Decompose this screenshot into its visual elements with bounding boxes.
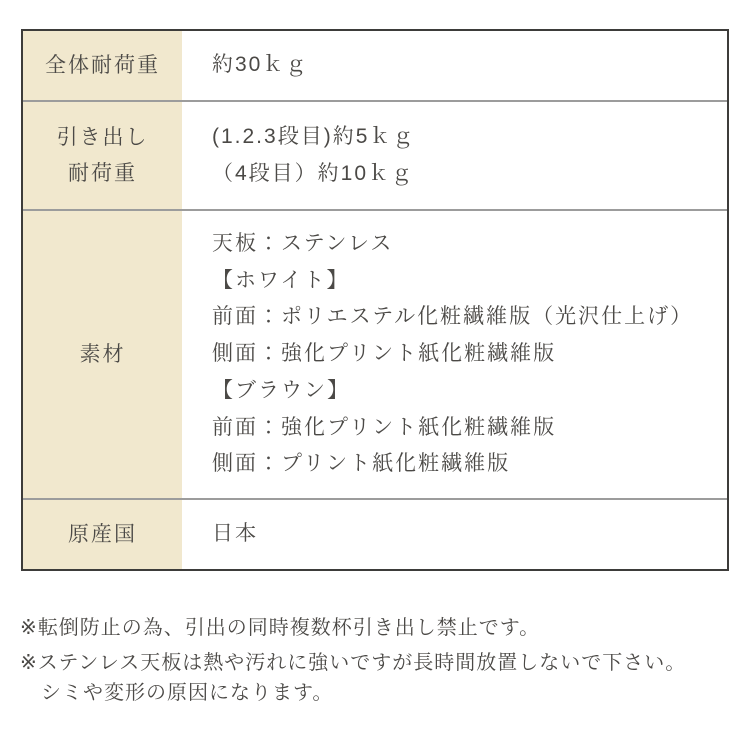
spec-label-total-load [23, 31, 182, 100]
spec-label-material [23, 211, 182, 498]
spec-value-text: 側面：プリント紙化粧繊維版 [212, 452, 511, 476]
spec-label-country-of-origin [23, 500, 182, 569]
spec-value-text: 前面：強化プリント紙化粧繊維版 [212, 415, 557, 439]
spec-value-text: 天板：ステンレス [212, 231, 394, 255]
footnote-stainless-care [20, 648, 736, 708]
footnote-anti-tip [20, 613, 736, 643]
spec-value-text: （4段目）約10ｋｇ [212, 161, 415, 185]
spec-label-text: 素材 [79, 342, 126, 366]
spec-value-text: 【ホワイト】 [212, 268, 350, 292]
spec-value-text: 前面：ポリエステル化粧繊維版（光沢仕上げ） [212, 305, 694, 329]
spec-value-text: 側面：強化プリント紙化粧繊維版 [212, 342, 557, 366]
spec-value-text: 日本 [212, 522, 258, 546]
spec-value-text: (1.2.3段目)約5ｋｇ [212, 124, 416, 148]
spec-value-material [182, 211, 727, 498]
spec-value-country-of-origin [182, 500, 727, 569]
footnote-text-continuation: シミや変形の原因になります。 [41, 682, 334, 704]
spec-row-country-of-origin [23, 498, 727, 569]
spec-label-text: 全体耐荷重 [45, 53, 160, 77]
spec-value-text: 約30ｋｇ [212, 53, 309, 77]
spec-row-total-load [23, 31, 727, 100]
footnotes [20, 613, 736, 713]
spec-value-text: 【ブラウン】 [212, 378, 350, 402]
spec-label-text: 耐荷重 [68, 161, 137, 185]
spec-label-text: 引き出し [56, 125, 149, 149]
spec-value-total-load [182, 31, 727, 100]
spec-row-material [23, 209, 727, 498]
spec-value-drawer-load [182, 102, 727, 209]
spec-label-text: 原産国 [68, 522, 137, 546]
spec-table [21, 29, 729, 571]
spec-row-drawer-load [23, 100, 727, 209]
footnote-text: ※ステンレス天板は熱や汚れに強いですが長時間放置しないで下さい。 [20, 652, 687, 674]
footnote-text: ※転倒防止の為、引出の同時複数杯引き出し禁止です。 [20, 617, 541, 639]
spec-label-drawer-load [23, 102, 182, 209]
